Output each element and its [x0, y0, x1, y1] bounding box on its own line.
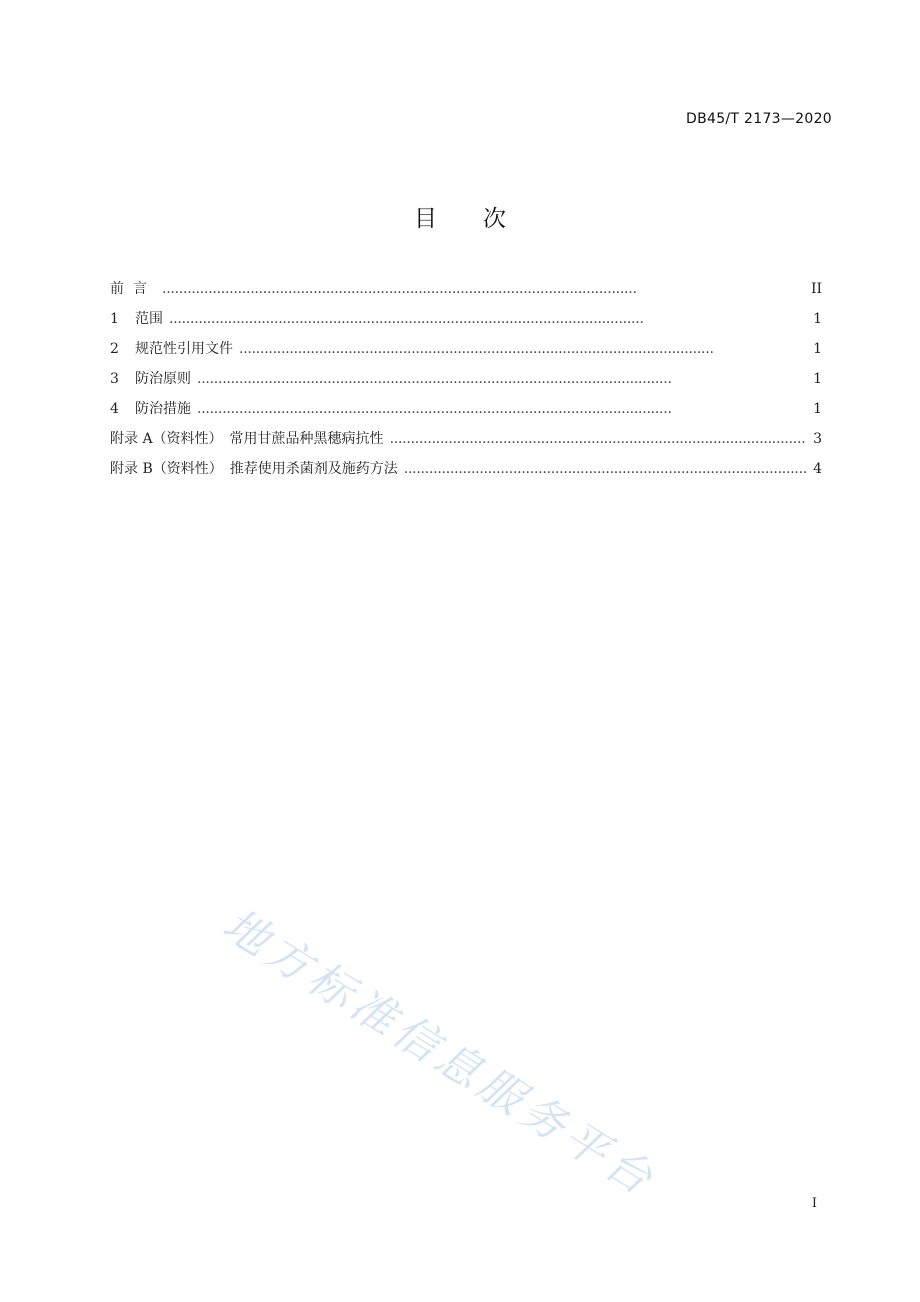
toc-entry-page: 4: [813, 461, 822, 477]
toc-entry-control-principles[interactable]: [110, 369, 822, 399]
toc-entry-number: 1: [110, 311, 119, 327]
toc-entry-label: 附录 B（资料性） 推荐使用杀菌剂及施药方法: [110, 461, 398, 477]
toc-entry-label: 防治措施: [135, 401, 191, 417]
toc-entry-appendix-a[interactable]: [110, 429, 822, 459]
toc-entry-page: 3: [813, 431, 822, 447]
toc-entry-control-measures[interactable]: [110, 399, 822, 429]
toc-leader-dots: [390, 429, 806, 449]
toc-entry-normative-references[interactable]: [110, 339, 822, 369]
toc-leader-dots: [197, 399, 806, 419]
toc-leader-dots: [162, 279, 805, 299]
page-number: I: [811, 1196, 817, 1211]
toc-entry-page: 1: [813, 371, 822, 387]
toc-leader-dots: [197, 369, 806, 389]
toc-leader-dots: [239, 339, 806, 359]
toc-entry-scope[interactable]: [110, 309, 822, 339]
watermark-text: 地方标准信息服务平台: [214, 899, 666, 1208]
document-code: DB45/T 2173—2020: [686, 111, 832, 127]
toc-leader-dots: [169, 309, 806, 329]
toc-leader-dots: [404, 459, 806, 479]
toc-entry-label: 附录 A（资料性） 常用甘蔗品种黑穗病抗性: [110, 431, 384, 447]
toc-entry-number: 3: [110, 371, 119, 387]
toc-entry-label: 规范性引用文件: [135, 341, 233, 357]
toc-entry-foreword[interactable]: [110, 279, 822, 309]
toc-entry-page: 1: [813, 341, 822, 357]
toc-entry-label: 范围: [135, 311, 163, 327]
toc-entry-appendix-b[interactable]: [110, 459, 822, 489]
toc-entry-page: 1: [813, 311, 822, 327]
toc-entry-page: II: [810, 281, 822, 297]
page-title: 目次: [414, 206, 552, 232]
toc-entry-page: 1: [813, 401, 822, 417]
toc-entry-number: 2: [110, 341, 119, 357]
table-of-contents: [110, 279, 822, 489]
toc-entry-number: 4: [110, 401, 119, 417]
toc-entry-label: 防治原则: [135, 371, 191, 387]
toc-entry-label: 前言: [110, 281, 156, 297]
